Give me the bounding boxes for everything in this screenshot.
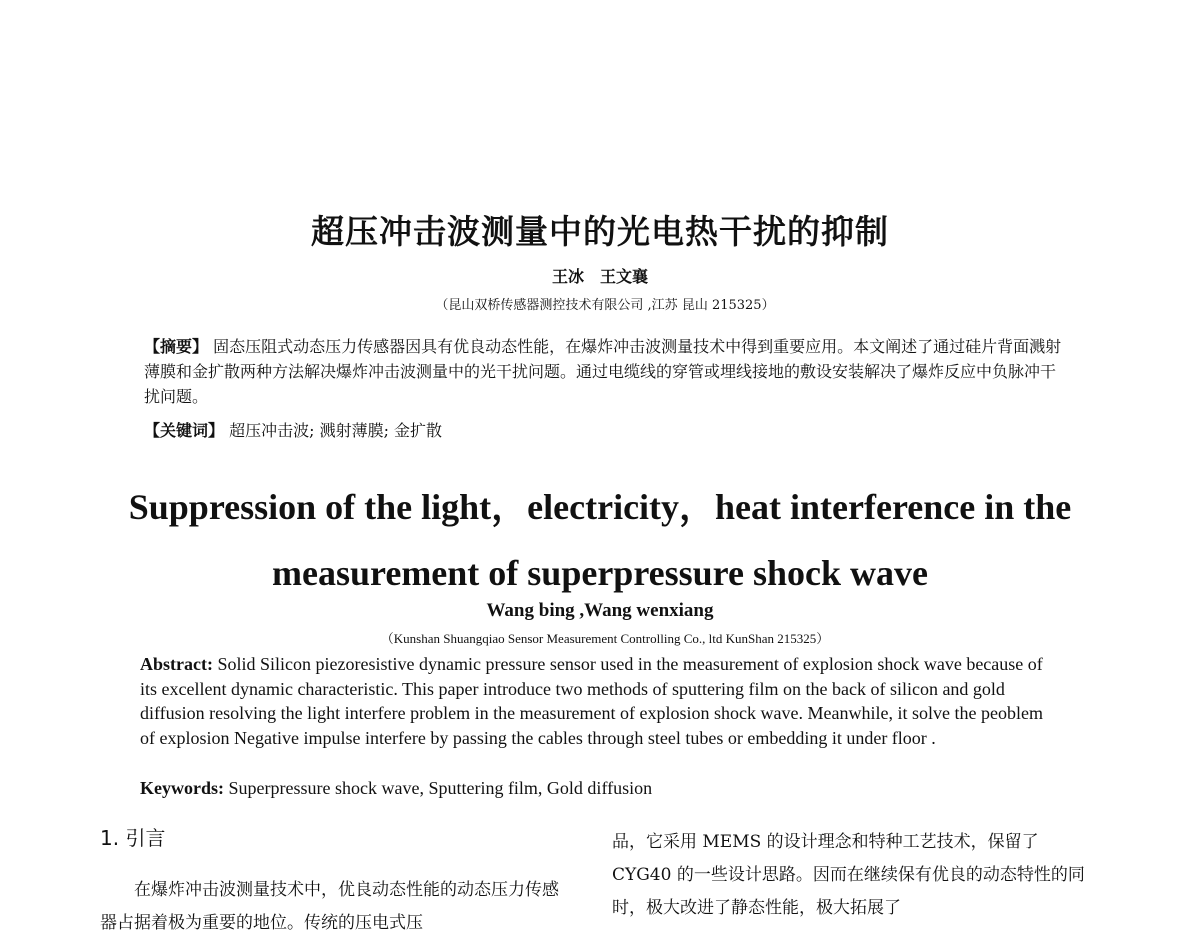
chinese-title: 超压冲击波测量中的光电热干扰的抑制 bbox=[311, 212, 889, 251]
english-keywords-label: Keywords: bbox=[140, 778, 224, 798]
chinese-abstract bbox=[144, 334, 1064, 409]
chinese-affiliation: （昆山双桥传感器测控技术有限公司 ,江苏 昆山 215325） bbox=[435, 298, 775, 313]
english-keywords-body: Superpressure shock wave, Sputtering film, Gold diffusion bbox=[224, 778, 653, 798]
english-keywords bbox=[140, 778, 1050, 799]
english-title-line-1: Suppression of the light，electricity，heat interference in the bbox=[128, 487, 1072, 527]
chinese-authors: 王冰 王文襄 bbox=[551, 267, 648, 286]
chinese-abstract-body: 固态压阻式动态压力传感器因具有优良动态性能，在爆炸冲击波测量技术中得到重要应用。本文阐述了通过硅片背面溅射薄膜和金扩散两种方法解决爆炸冲击波测量中的光干扰问题。通过电缆线的穿管或埋线接地的敷设安装解决了爆炸反应中负脉冲干扰问题。 bbox=[144, 337, 1062, 406]
left-column-body: 在爆炸冲击波测量技术中，优良动态性能的动态压力传感器占据着极为重要的地位。传统的压电式压 bbox=[100, 880, 559, 933]
chinese-keywords bbox=[144, 418, 1064, 441]
english-abstract-label: Abstract: bbox=[140, 654, 213, 674]
english-abstract bbox=[140, 652, 1050, 750]
english-title bbox=[0, 474, 1200, 606]
english-abstract-body: Solid Silicon piezoresistive dynamic pressure sensor used in the measurement of explosion shock wave because of its excellent dynamic characteristic. This paper introduce two methods of sputtering film on the back of silicon and gold diffusion resolving the light interfere problem in the measurement of explosion shock wave. Meanwhile, it solve the peoblem of explosion Negative impulse interfere by passing the cables through steel tubes or embedding it under floor . bbox=[140, 654, 1043, 748]
section-1-heading: 1. 引言 bbox=[100, 826, 166, 850]
chinese-keywords-body: 超压冲击波; 溅射薄膜; 金扩散 bbox=[224, 421, 443, 440]
chinese-abstract-label: 【摘要】 bbox=[144, 337, 209, 356]
chinese-keywords-label: 【关键词】 bbox=[144, 421, 225, 440]
english-title-line-2: measurement of superpressure shock wave bbox=[272, 553, 928, 593]
english-affiliation: （Kunshan Shuangqiao Sensor Measurement Controlling Co., ltd KunShan 215325） bbox=[380, 631, 830, 646]
english-authors: Wang bing ,Wang wenxiang bbox=[486, 600, 714, 621]
right-column-body: 品，它采用 MEMS 的设计理念和特种工艺技术，保留了 CYG40 的一些设计思路。因而在继续保有优良的动态特性的同时，极大改进了静态性能，极大拓展了 bbox=[612, 832, 1085, 918]
